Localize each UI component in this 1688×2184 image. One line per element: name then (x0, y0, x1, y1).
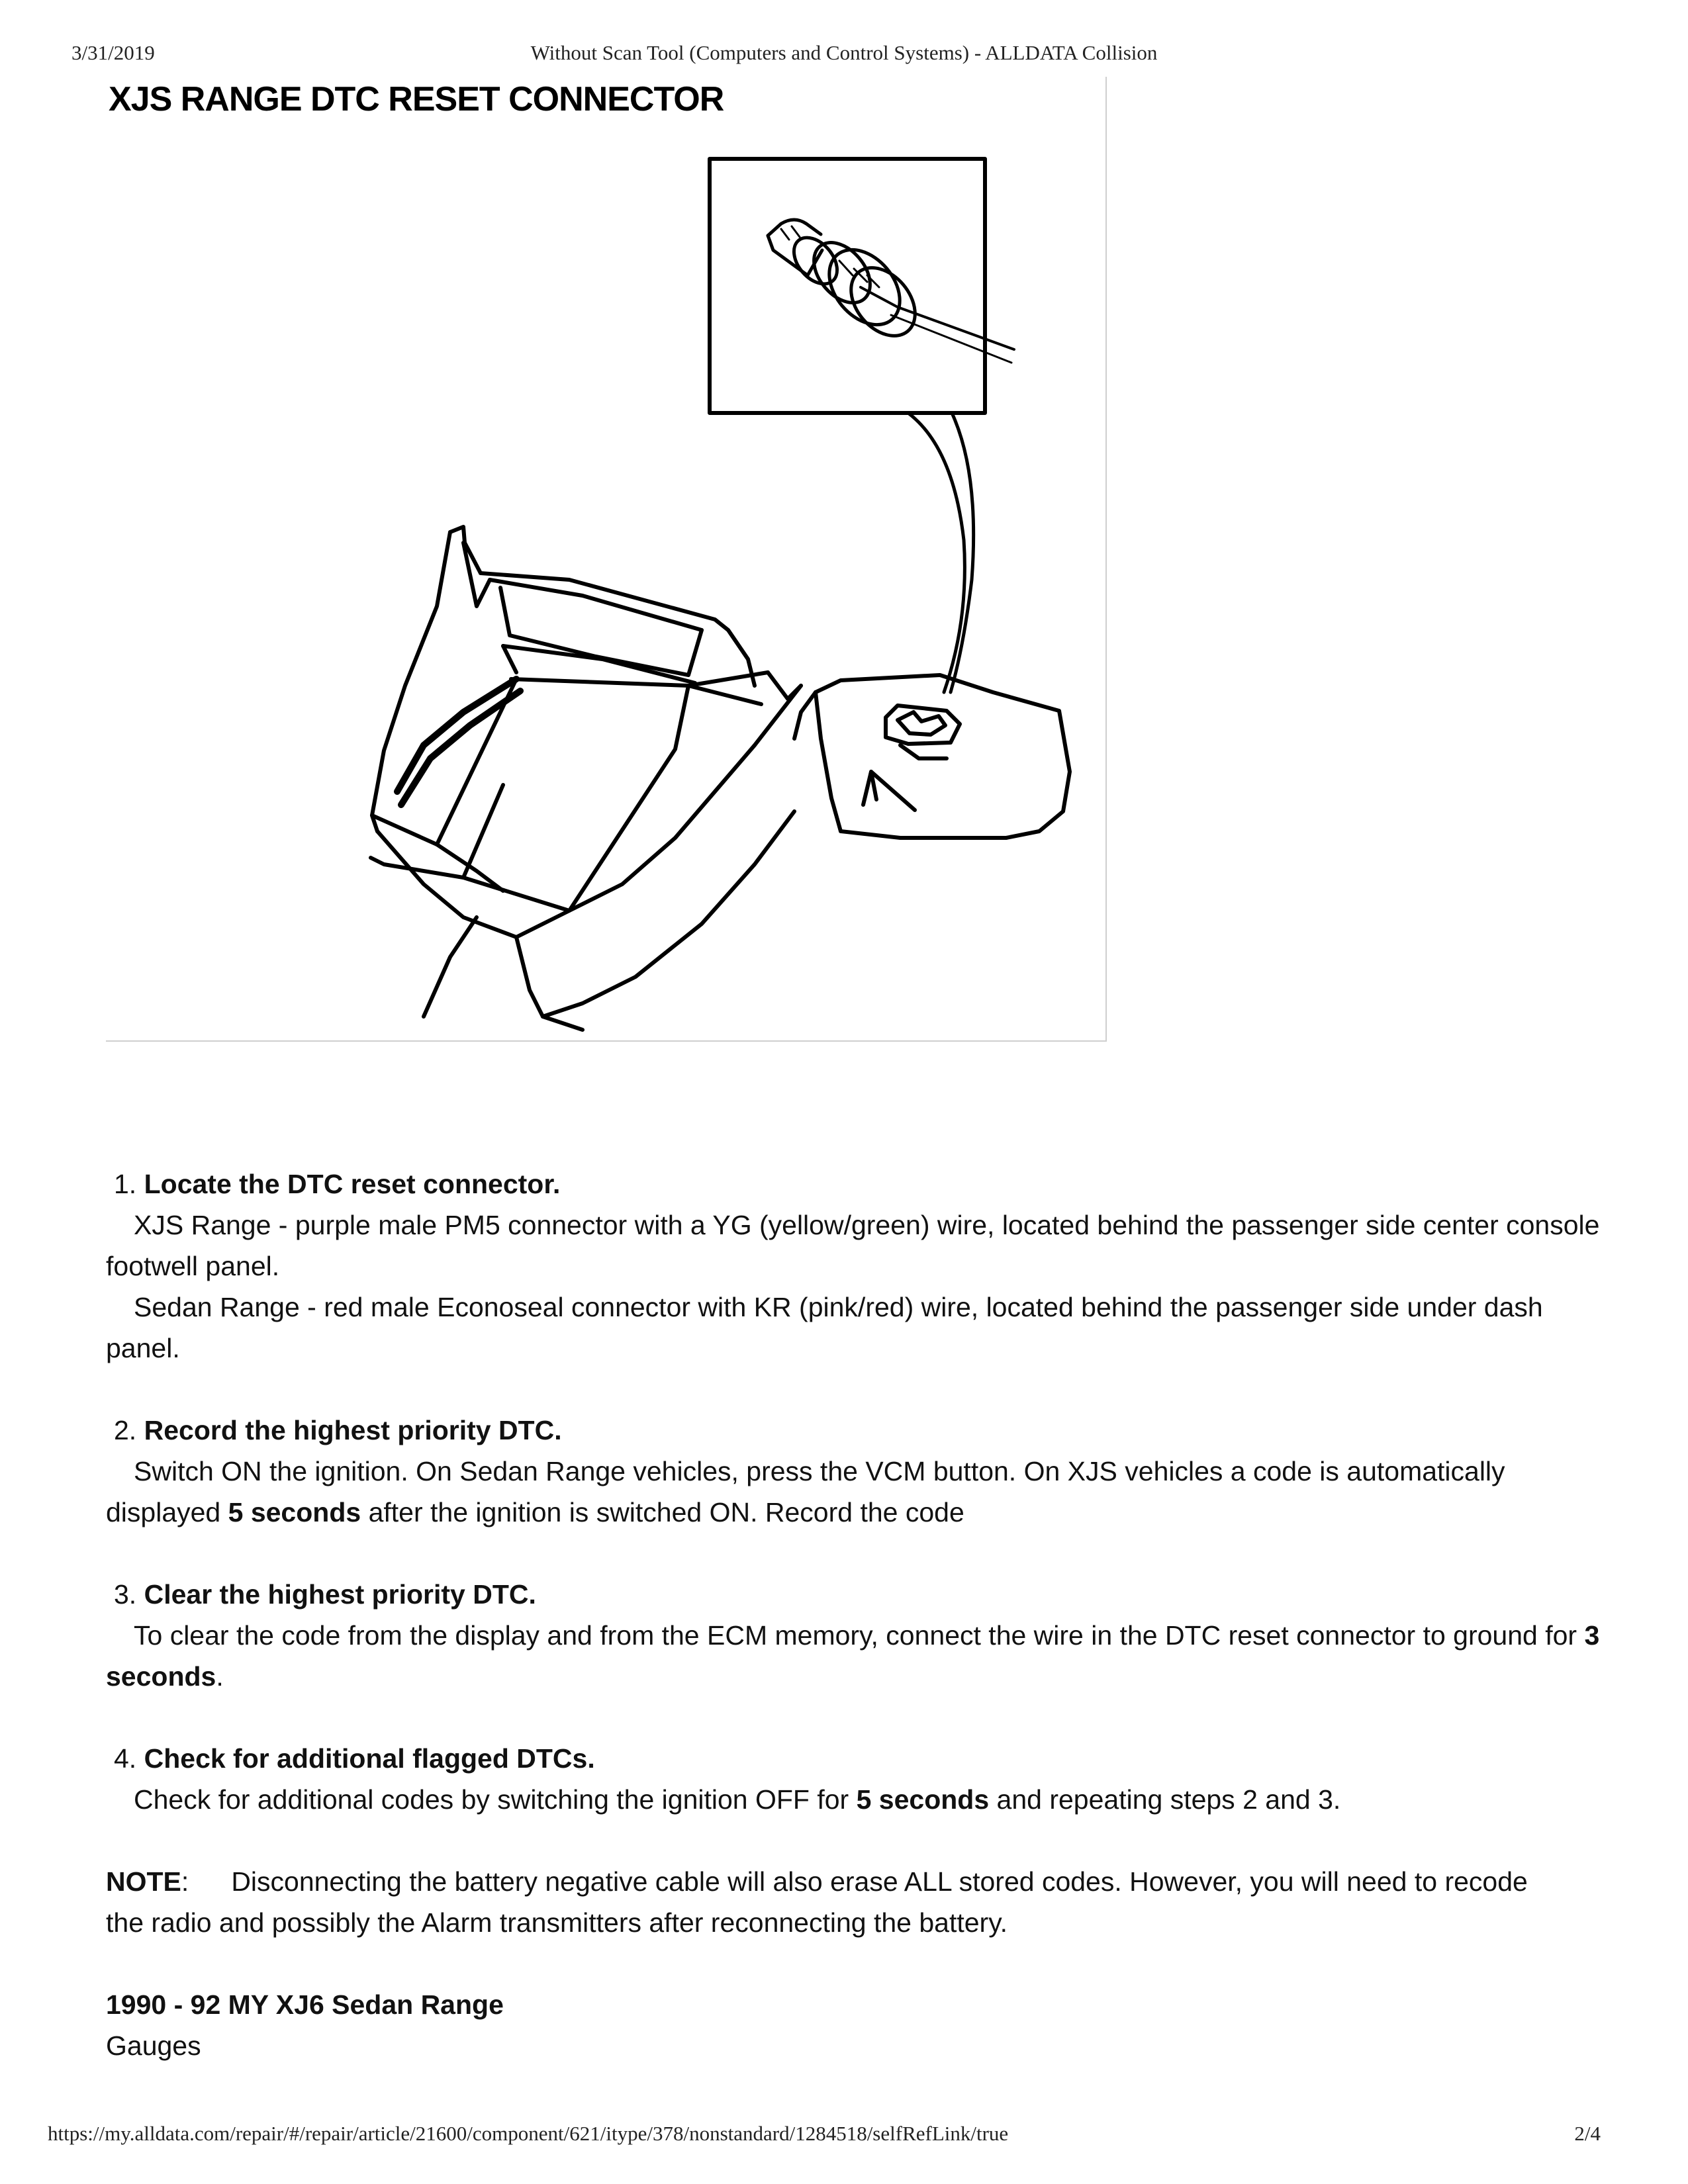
step-2-text: Switch ON the ignition. On Sedan Range vehicles, press the VCM button. On XJS vehicles a code is automatically displayed 5 seconds after the ignition is switched ON. Record the code (106, 1456, 1505, 1527)
inset-box (710, 159, 985, 413)
step-title: Clear the highest priority DTC. (144, 1579, 536, 1610)
header-title: Without Scan Tool (Computers and Control Systems) - ALLDATA Collision (530, 41, 1158, 64)
leader-lines (908, 413, 974, 692)
step-3-text: To clear the code from the display and from the ECM memory, connect the wire in the DTC reset connector to ground for 3 seconds. (106, 1620, 1600, 1692)
emphasis: 5 seconds (856, 1784, 990, 1815)
console-panel (371, 527, 801, 1030)
connector-detail (768, 220, 1014, 363)
note-line-2: the radio and possibly the Alarm transmitters after reconnecting the battery. (106, 1907, 1008, 1938)
header-date: 3/31/2019 (71, 41, 155, 64)
emphasis: 3 seconds (106, 1620, 1600, 1692)
step-number: 4. (114, 1743, 137, 1774)
connector-diagram (106, 77, 1107, 1042)
step-2-heading (106, 1410, 1609, 1451)
figure-title: XJS RANGE DTC RESET CONNECTOR (109, 80, 724, 118)
connector-figure (106, 77, 1107, 1042)
step-1-xjs-text: XJS Range - purple male PM5 connector with a YG (yellow/green) wire, located behind the passenger side center console footwell panel. (106, 1210, 1600, 1281)
step-4-text: Check for additional codes by switching the ignition OFF for 5 seconds and repeating steps 2 and 3. (134, 1784, 1341, 1815)
step-number: 2. (114, 1415, 137, 1445)
note-text: Disconnecting the battery negative cable will also erase ALL stored codes. However, you will need to recode (231, 1866, 1528, 1897)
step-number: 1. (114, 1169, 137, 1199)
section-subtitle: Gauges (106, 2030, 201, 2061)
step-1-heading (106, 1163, 1609, 1205)
step-number: 3. (114, 1579, 137, 1610)
emphasis: 5 seconds (228, 1497, 361, 1527)
step-4-heading (106, 1738, 1609, 1779)
footwell-panel (794, 675, 1070, 838)
note-label: NOTE (106, 1866, 181, 1897)
step-1-sedan-text: Sedan Range - red male Econoseal connector with KR (pink/red) wire, located behind the passenger side under dash panel. (106, 1292, 1543, 1363)
step-title: Check for additional flagged DTCs. (144, 1743, 595, 1774)
step-3-heading (106, 1574, 1609, 1615)
step-title: Locate the DTC reset connector. (144, 1169, 561, 1199)
step-title: Record the highest priority DTC. (144, 1415, 562, 1445)
footer-url: https://my.alldata.com/repair/#/repair/article/21600/component/621/itype/378/nonstandard/1284518/selfRefLink/true (48, 2122, 1009, 2145)
procedure-content (106, 1163, 1609, 2066)
section-title: 1990 - 92 MY XJ6 Sedan Range (106, 1989, 504, 2020)
note-line-1: NOTE: Disconnecting the battery negative cable will also erase ALL stored codes. However, you will need to recode (106, 1866, 1528, 1897)
footer-page-number: 2/4 (1574, 2122, 1601, 2145)
